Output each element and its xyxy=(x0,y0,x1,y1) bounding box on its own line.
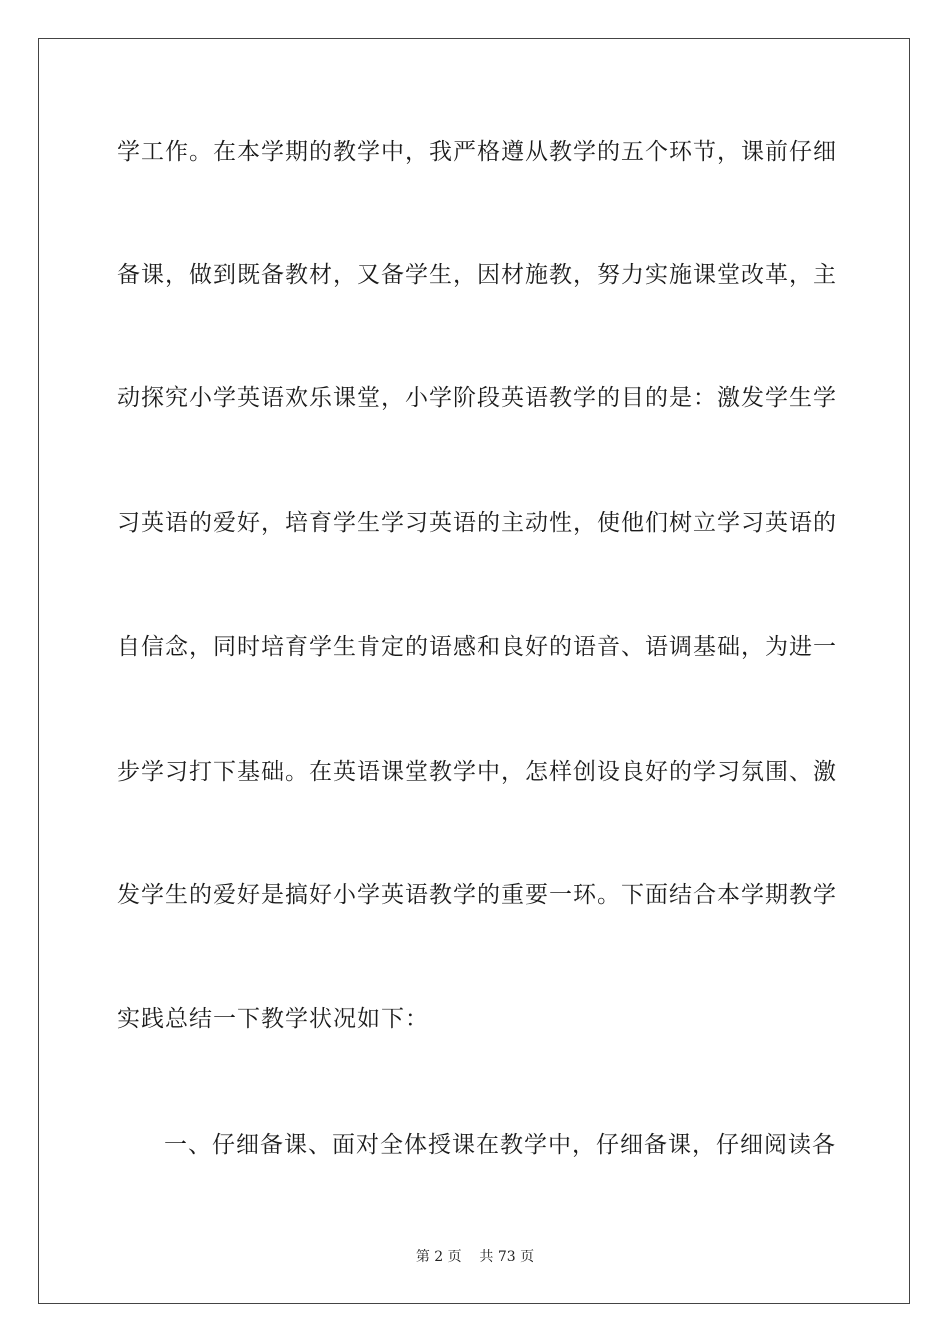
body-text-line-1: 学工作。在本学期的教学中，我严格遵从教学的五个环节，课前仔细 xyxy=(117,139,837,165)
page-number-footer: 第 2 页 共 73 页 xyxy=(415,1249,535,1265)
body-text-line-3: 动探究小学英语欢乐课堂，小学阶段英语教学的目的是：激发学生学 xyxy=(117,385,837,411)
body-text-line-5: 自信念，同时培育学生肯定的语感和良好的语音、语调基础，为进一 xyxy=(117,634,837,660)
section-heading-line: 一、仔细备课、面对全体授课在教学中，仔细备课，仔细阅读各 xyxy=(164,1132,836,1158)
page-border xyxy=(38,38,910,1304)
body-text-line-7: 发学生的爱好是搞好小学英语教学的重要一环。下面结合本学期教学 xyxy=(117,882,837,908)
body-text-line-6: 步学习打下基础。在英语课堂教学中，怎样创设良好的学习氛围、激 xyxy=(117,759,837,785)
body-text-line-4: 习英语的爱好，培育学生学习英语的主动性，使他们树立学习英语的 xyxy=(117,510,837,536)
body-text-line-2: 备课，做到既备教材，又备学生，因材施教，努力实施课堂改革，主 xyxy=(117,262,837,288)
body-text-line-8: 实践总结一下教学状况如下： xyxy=(117,1006,429,1032)
